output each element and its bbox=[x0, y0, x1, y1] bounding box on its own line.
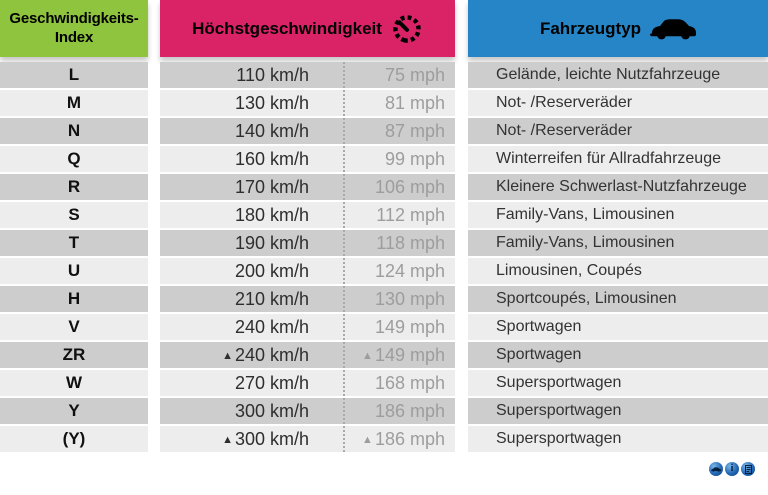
speed-cell bbox=[160, 286, 455, 312]
car-icon bbox=[650, 18, 696, 40]
mph-value bbox=[343, 202, 455, 228]
table-row bbox=[0, 90, 768, 116]
kmh-value bbox=[160, 342, 343, 368]
vehicle-type-header bbox=[468, 0, 768, 57]
table-row bbox=[0, 342, 768, 368]
vehicle-type-cell: Not- /Reserveräder bbox=[468, 90, 768, 116]
mph-text: 130 mph bbox=[374, 289, 445, 309]
mph-value bbox=[343, 90, 455, 116]
vehicle-type-cell: Sportcoupés, Limousinen bbox=[468, 286, 768, 312]
table-row bbox=[0, 398, 768, 424]
vehicle-type-cell: Supersportwagen bbox=[468, 398, 768, 424]
mph-text: 112 mph bbox=[376, 205, 445, 225]
mph-value bbox=[343, 426, 455, 452]
speed-index-cell: Y bbox=[0, 398, 148, 424]
mph-value bbox=[343, 174, 455, 200]
table-row bbox=[0, 174, 768, 200]
mph-text: 168 mph bbox=[374, 373, 445, 393]
speed-index-cell: L bbox=[0, 62, 148, 88]
speed-cell bbox=[160, 118, 455, 144]
speed-index-cell: U bbox=[0, 258, 148, 284]
table-row bbox=[0, 118, 768, 144]
mph-text: 124 mph bbox=[374, 261, 445, 281]
mph-text: 149 mph bbox=[374, 317, 445, 337]
above-marker-icon: ▲ bbox=[222, 434, 233, 446]
vehicle-type-cell: Not- /Reserveräder bbox=[468, 118, 768, 144]
speed-index-cell: H bbox=[0, 286, 148, 312]
speed-cell bbox=[160, 202, 455, 228]
mph-text: 149 mph bbox=[374, 345, 445, 365]
table-row bbox=[0, 202, 768, 228]
above-marker-icon: ▲ bbox=[362, 434, 373, 446]
mph-text: 186 mph bbox=[374, 429, 445, 449]
kmh-text: 210 km/h bbox=[234, 289, 309, 309]
mph-text: 106 mph bbox=[374, 177, 445, 197]
kmh-text: 200 km/h bbox=[234, 261, 309, 281]
vehicle-type-cell: Sportwagen bbox=[468, 342, 768, 368]
speed-index-header bbox=[0, 0, 148, 57]
speed-cell bbox=[160, 426, 455, 452]
mph-value bbox=[343, 258, 455, 284]
speed-index-cell: (Y) bbox=[0, 426, 148, 452]
mph-value bbox=[343, 370, 455, 396]
kmh-text: 240 km/h bbox=[234, 317, 309, 337]
speed-cell bbox=[160, 258, 455, 284]
mph-value bbox=[343, 342, 455, 368]
vehicle-type-cell: Winterreifen für Allradfahrzeuge bbox=[468, 146, 768, 172]
kmh-text: 240 km/h bbox=[234, 345, 309, 365]
kmh-value bbox=[160, 314, 343, 340]
kmh-value bbox=[160, 118, 343, 144]
vehicle-type-cell: Gelände, leichte Nutzfahrzeuge bbox=[468, 62, 768, 88]
kmh-value bbox=[160, 174, 343, 200]
speed-cell bbox=[160, 230, 455, 256]
vehicle-type-cell: Family-Vans, Limousinen bbox=[468, 230, 768, 256]
mph-text: 75 mph bbox=[384, 65, 445, 85]
document-badge-icon bbox=[741, 462, 755, 476]
credit-badges bbox=[709, 462, 755, 476]
speed-index-cell: M bbox=[0, 90, 148, 116]
above-marker-icon: ▲ bbox=[362, 350, 373, 362]
kmh-value bbox=[160, 202, 343, 228]
kmh-value bbox=[160, 426, 343, 452]
max-speed-header bbox=[160, 0, 455, 57]
kmh-value bbox=[160, 62, 343, 88]
speed-index-table bbox=[0, 62, 768, 454]
speed-index-header-line1: Geschwindigkeits- bbox=[9, 9, 139, 27]
speed-cell bbox=[160, 370, 455, 396]
speed-index-cell: N bbox=[0, 118, 148, 144]
mph-value bbox=[343, 398, 455, 424]
info-glyph: i bbox=[730, 463, 734, 474]
speed-index-cell: V bbox=[0, 314, 148, 340]
speed-cell bbox=[160, 342, 455, 368]
speed-index-cell: T bbox=[0, 230, 148, 256]
mph-value bbox=[343, 118, 455, 144]
mph-value bbox=[343, 314, 455, 340]
kmh-value bbox=[160, 90, 343, 116]
speed-cell bbox=[160, 398, 455, 424]
kmh-text: 160 km/h bbox=[234, 149, 309, 169]
kmh-text: 190 km/h bbox=[234, 233, 309, 253]
table-row bbox=[0, 62, 768, 88]
speed-index-cell: S bbox=[0, 202, 148, 228]
kmh-value bbox=[160, 398, 343, 424]
speed-index-cell: W bbox=[0, 370, 148, 396]
mph-text: 186 mph bbox=[374, 401, 445, 421]
kmh-value bbox=[160, 370, 343, 396]
above-marker-icon: ▲ bbox=[222, 350, 233, 362]
kmh-text: 130 km/h bbox=[234, 93, 309, 113]
mph-text: 99 mph bbox=[384, 149, 445, 169]
vehicle-type-cell: Supersportwagen bbox=[468, 370, 768, 396]
kmh-text: 300 km/h bbox=[234, 401, 309, 421]
table-row bbox=[0, 286, 768, 312]
max-speed-header-label: Höchstgeschwindigkeit bbox=[192, 18, 382, 38]
kmh-text: 170 km/h bbox=[234, 177, 309, 197]
vehicle-type-cell: Family-Vans, Limousinen bbox=[468, 202, 768, 228]
kmh-value bbox=[160, 286, 343, 312]
vehicle-type-cell: Limousinen, Coupés bbox=[468, 258, 768, 284]
mph-text: 81 mph bbox=[384, 93, 445, 113]
table-row bbox=[0, 426, 768, 452]
kmh-value bbox=[160, 230, 343, 256]
kmh-value bbox=[160, 146, 343, 172]
speed-cell bbox=[160, 314, 455, 340]
kmh-text: 180 km/h bbox=[234, 205, 309, 225]
kmh-text: 140 km/h bbox=[234, 121, 309, 141]
speed-cell bbox=[160, 146, 455, 172]
vehicle-type-cell: Sportwagen bbox=[468, 314, 768, 340]
table-row bbox=[0, 258, 768, 284]
mph-value bbox=[343, 62, 455, 88]
speed-cell bbox=[160, 62, 455, 88]
kmh-text: 110 km/h bbox=[236, 65, 309, 85]
speedometer-icon bbox=[391, 13, 423, 45]
mph-value bbox=[343, 230, 455, 256]
mph-text: 118 mph bbox=[376, 233, 445, 253]
kmh-value bbox=[160, 258, 343, 284]
table-row bbox=[0, 146, 768, 172]
speed-index-cell: Q bbox=[0, 146, 148, 172]
speed-cell bbox=[160, 90, 455, 116]
speed-index-cell: ZR bbox=[0, 342, 148, 368]
info-badge-icon bbox=[725, 462, 739, 476]
kmh-text: 300 km/h bbox=[234, 429, 309, 449]
vehicle-type-cell: Supersportwagen bbox=[468, 426, 768, 452]
car-badge-icon bbox=[709, 462, 723, 476]
vehicle-type-header-label: Fahrzeugtyp bbox=[539, 18, 642, 38]
kmh-text: 270 km/h bbox=[234, 373, 309, 393]
table-row bbox=[0, 230, 768, 256]
mph-value bbox=[343, 286, 455, 312]
speed-index-cell: R bbox=[0, 174, 148, 200]
mph-text: 87 mph bbox=[384, 121, 445, 141]
speed-index-header-line2: Index bbox=[54, 28, 94, 46]
mph-value bbox=[343, 146, 455, 172]
speed-cell bbox=[160, 174, 455, 200]
table-row bbox=[0, 370, 768, 396]
table-row bbox=[0, 314, 768, 340]
vehicle-type-cell: Kleinere Schwerlast-Nutzfahrzeuge bbox=[468, 174, 768, 200]
